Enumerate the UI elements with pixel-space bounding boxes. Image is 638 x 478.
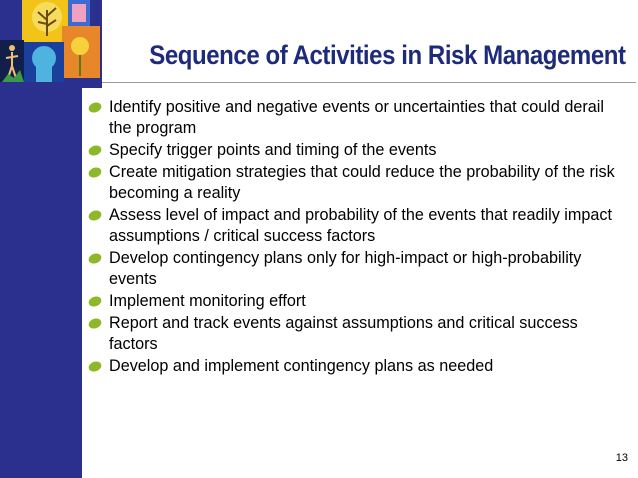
- slide-title: Sequence of Activities in Risk Management: [149, 40, 626, 70]
- green-oval-bullet-icon: [88, 296, 102, 307]
- page-number: 13: [615, 452, 628, 464]
- bullet-text: Develop contingency plans only for high-impact or high-probability events: [109, 249, 582, 288]
- decorative-collage-icon: [0, 0, 102, 88]
- bullet-item: [88, 162, 618, 204]
- bullet-list: [88, 97, 618, 378]
- green-oval-bullet-icon: [88, 253, 102, 264]
- bullet-item: [88, 291, 618, 312]
- bullet-item: [88, 356, 618, 377]
- bullet-item: [88, 97, 618, 139]
- bullet-text: Develop and implement contingency plans as needed: [109, 357, 494, 375]
- bullet-text: Report and track events against assumptions and critical success factors: [109, 314, 578, 353]
- bullet-text: Identify positive and negative events or uncertainties that could derail the program: [109, 98, 604, 137]
- bullet-text: Implement monitoring effort: [109, 292, 306, 310]
- green-oval-bullet-icon: [88, 145, 102, 156]
- bullet-item: [88, 248, 618, 290]
- green-oval-bullet-icon: [88, 210, 102, 221]
- title-divider: [102, 82, 636, 83]
- bullet-item: [88, 313, 618, 355]
- bullet-item: [88, 205, 618, 247]
- green-oval-bullet-icon: [88, 318, 102, 329]
- bullet-text: Assess level of impact and probability of the events that readily impact assumptions / critical success factors: [109, 206, 612, 245]
- bullet-item: [88, 140, 618, 161]
- green-oval-bullet-icon: [88, 361, 102, 372]
- bullet-text: Specify trigger points and timing of the events: [109, 141, 437, 159]
- bullet-text: Create mitigation strategies that could reduce the probability of the risk becoming a reality: [109, 163, 615, 202]
- green-oval-bullet-icon: [88, 102, 102, 113]
- green-oval-bullet-icon: [88, 167, 102, 178]
